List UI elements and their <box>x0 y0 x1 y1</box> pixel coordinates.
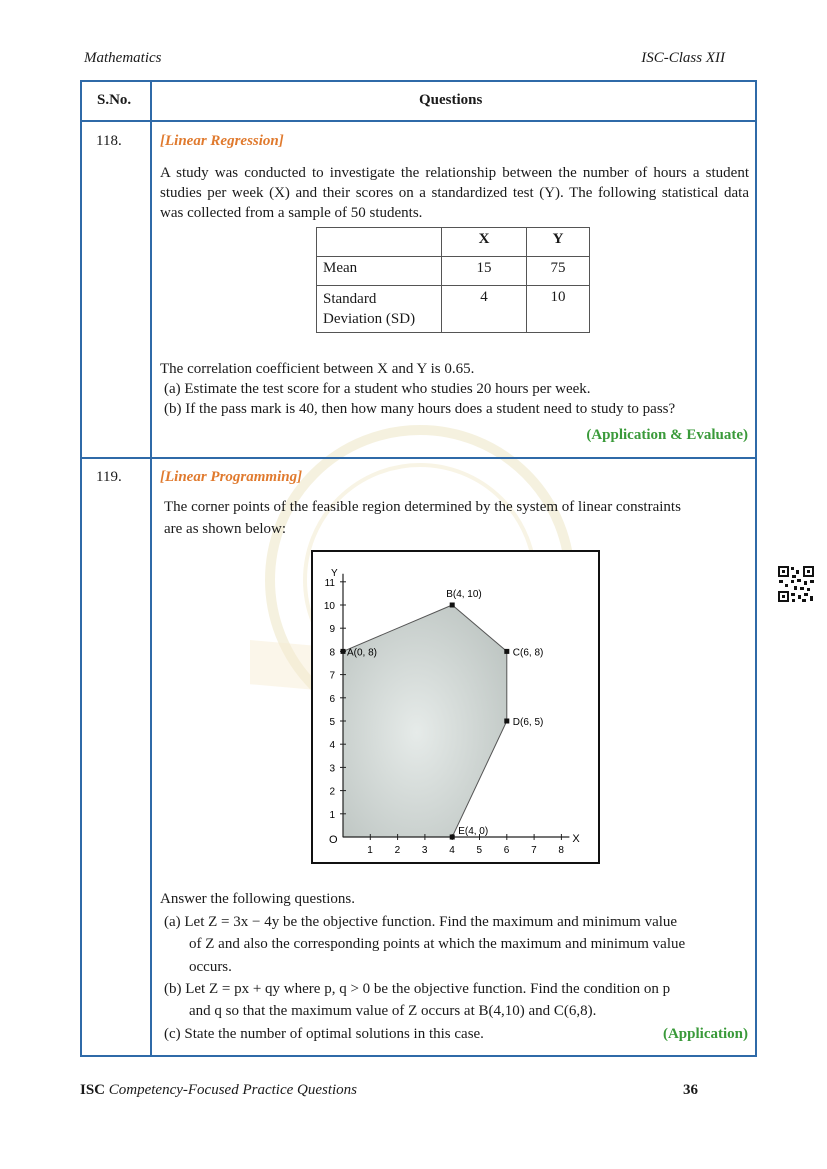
answer-lead: Answer the following questions. <box>160 891 355 907</box>
header-class: ISC-Class XII <box>641 50 725 66</box>
topic-tag: [Linear Programming] <box>160 469 303 485</box>
qr-code-icon <box>777 565 815 603</box>
part-a-text: (a) Estimate the test score for a student who studies 20 hours per week. <box>164 381 591 397</box>
stats-sd-y: 10 <box>527 286 590 333</box>
col-header-sno: S.No. <box>97 92 132 108</box>
stats-table <box>316 227 590 333</box>
cognitive-level-badge: (Application & Evaluate) <box>586 427 748 443</box>
topic-tag: [Linear Regression] <box>160 133 284 149</box>
vertex-point <box>504 649 509 654</box>
vertex-point <box>450 603 455 608</box>
vertex-label: A(0, 8) <box>347 647 378 659</box>
x-tick-label: 4 <box>449 845 455 856</box>
question-intro: A study was conducted to investigate the relationship between the number of hours a student studies per week (X) and their scores on a standardized test (Y). The following statistical data was collected from a sample of 50 students. <box>160 165 749 221</box>
stats-sd-x: 4 <box>442 286 527 333</box>
vertex-label: D(6, 5) <box>512 717 544 728</box>
y-tick-label: 2 <box>329 786 335 798</box>
feasible-region-graph <box>311 550 600 864</box>
x-tick-label: 7 <box>531 845 537 856</box>
feasible-region <box>343 605 507 837</box>
x-tick-label: 3 <box>421 845 428 856</box>
col-header-questions: Questions <box>419 92 483 108</box>
x-tick-label: 2 <box>394 845 401 856</box>
vertex-label: E(4, 0) <box>458 826 489 837</box>
stats-col-x: X <box>442 228 527 257</box>
y-tick-label: 7 <box>329 670 335 682</box>
footer-title-text: Competency-Focused Practice Questions <box>108 1082 358 1098</box>
vertex-label: B(4, 10) <box>446 589 482 600</box>
part-b-text: (b) If the pass mark is 40, then how many hours does a student need to study to pass? <box>164 401 676 417</box>
header-subject: Mathematics <box>84 50 162 66</box>
part-a-line-2: of Z and also the corresponding points at which the maximum and minimum value <box>189 936 686 952</box>
row-divider <box>80 457 757 459</box>
part-a-line-1: (a) Let Z = 3x − 4y be the objective function. Find the maximum and minimum value <box>164 914 678 930</box>
graph-canvas <box>313 552 598 862</box>
question-number: 119. <box>96 469 122 485</box>
x-tick-label: 1 <box>367 845 373 856</box>
part-a-line-3: occurs. <box>189 959 232 975</box>
stats-sd-label: Standard Deviation (SD) <box>317 286 442 333</box>
y-tick-label: 8 <box>329 647 335 659</box>
correlation-text: The correlation coefficient between X and Y is 0.65. <box>160 361 475 377</box>
x-tick-label: 8 <box>558 845 564 856</box>
part-c-line-1: (c) State the number of optimal solutions in this case. <box>164 1026 484 1042</box>
page-number: 36 <box>683 1082 698 1098</box>
cognitive-level-badge: (Application) <box>662 1026 748 1042</box>
y-tick-label: 5 <box>329 717 335 728</box>
stats-corner-cell <box>317 228 442 257</box>
x-axis-label: X <box>572 833 580 845</box>
stats-mean-y: 75 <box>527 257 590 286</box>
vertex-point <box>341 649 346 654</box>
y-axis-label: Y <box>331 567 338 579</box>
stats-col-y: Y <box>527 228 590 257</box>
question-intro-line-1: The corner points of the feasible region determined by the system of linear constraints <box>164 499 681 515</box>
vertex-point <box>450 835 455 840</box>
y-tick-label: 6 <box>329 693 335 705</box>
column-divider <box>150 80 152 1057</box>
footer-brand: ISC <box>80 1082 106 1098</box>
y-tick-label: 3 <box>329 763 335 775</box>
x-tick-label: 5 <box>476 845 483 856</box>
question-number: 118. <box>96 133 122 149</box>
part-b-line-2: and q so that the maximum value of Z occurs at B(4,10) and C(6,8). <box>189 1003 597 1019</box>
vertex-point <box>504 719 509 724</box>
header-row-divider <box>80 120 757 122</box>
y-tick-label: 9 <box>329 624 335 636</box>
x-tick-label: 6 <box>503 845 510 856</box>
stats-mean-x: 15 <box>442 257 527 286</box>
footer-title <box>80 1082 357 1099</box>
y-tick-label: 1 <box>329 809 335 821</box>
y-tick-label: 10 <box>323 601 335 612</box>
question-intro-line-2: are as shown below: <box>164 521 287 537</box>
part-b-line-1: (b) Let Z = px + qy where p, q > 0 be the objective function. Find the condition on p <box>164 981 671 997</box>
origin-label: O <box>329 834 338 846</box>
vertex-label: C(6, 8) <box>512 647 544 659</box>
y-tick-label: 4 <box>329 740 335 752</box>
stats-mean-label: Mean <box>317 257 442 286</box>
y-tick-label: 11 <box>324 577 335 589</box>
